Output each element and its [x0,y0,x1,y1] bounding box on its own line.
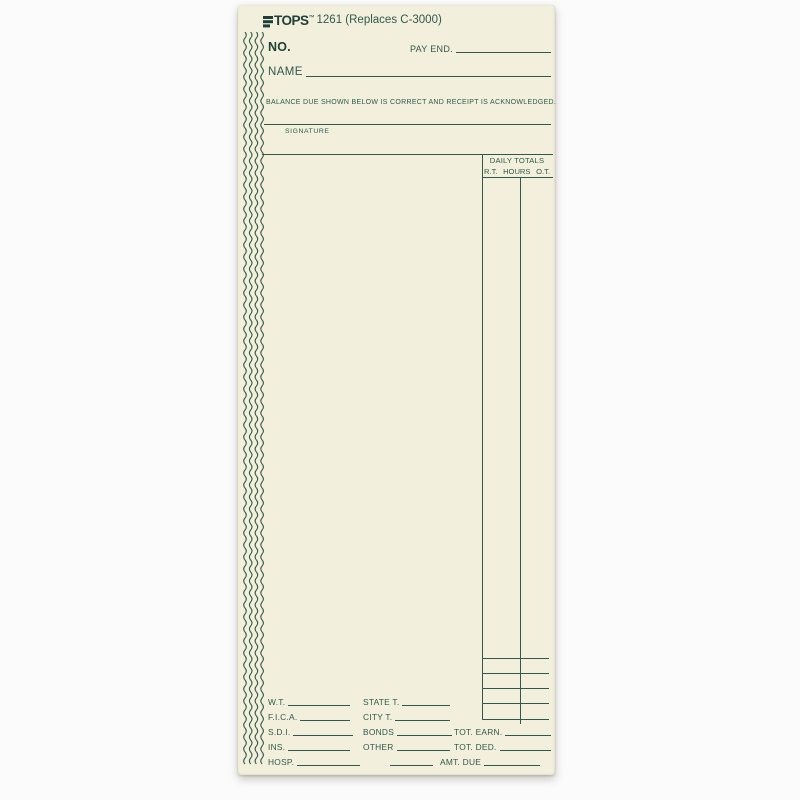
name-label: NAME [268,66,303,78]
hosp-label: HOSP. [268,757,295,767]
field-hosp [268,757,360,767]
blank-line [402,705,450,706]
field-fica [268,712,350,722]
bonds-label: BONDS [363,727,395,737]
blank-line [390,757,433,766]
sdi-label: S.D.I. [268,727,291,737]
daily-totals-left-vline [482,154,483,720]
no-label: NO. [268,40,291,54]
blank-line [397,750,450,751]
field-tot-earn [454,727,551,737]
ins-label: INS. [268,742,286,752]
city-t-label: CITY T. [363,712,393,722]
blank-line [397,735,452,736]
signature-line [264,124,551,125]
field-tot-ded [454,742,551,752]
field-ins [268,742,350,752]
brand-name: TOPS [274,13,309,28]
blank-line [288,750,350,751]
blank-line [505,735,551,736]
daily-totals-title: DAILY TOTALS [489,156,545,165]
field-other [363,742,450,752]
field-bonds [363,727,452,737]
blank-line [300,720,350,721]
tops-logo-icon [263,15,273,33]
time-card [238,5,555,775]
signature-label: SIGNATURE [285,128,330,135]
fica-label: F.I.C.A. [268,712,298,722]
field-state-t [363,697,450,707]
blank-line [288,705,350,706]
other-label: OTHER [363,742,394,752]
tot-ded-label: TOT. DED. [454,742,497,752]
blank-line [484,765,540,766]
daily-totals-column-rt: R.T. [484,166,498,176]
brand-row [263,13,442,33]
field-amt-due [440,757,540,767]
pay-end-blank-line [456,52,551,53]
blank-line [395,720,450,721]
blank-line [293,735,353,736]
name-field [268,66,551,78]
daily-totals-middle-vline [520,177,521,724]
daily-totals-row-line [482,673,549,674]
trademark-symbol: ™ [308,15,315,21]
daily-totals-header-rule [482,177,553,178]
daily-totals-row-line [482,658,549,659]
section-divider [262,154,553,155]
blank-line [297,765,360,766]
blank-line [500,750,551,751]
daily-totals-column-hours: HOURS [503,166,531,176]
daily-totals-column-headers [482,167,552,176]
daily-totals-column-ot: O.T. [536,166,550,176]
form-number: 1261 (Replaces C-3000) [316,14,442,26]
daily-totals-row-line [482,703,549,704]
amt-due-label: AMT. DUE [440,757,482,767]
pay-end-field [410,44,551,54]
daily-totals-row-line [482,688,549,689]
field-city-t [363,712,450,722]
wavy-edge-icon [242,32,268,766]
field-sdi [268,727,353,737]
field-wt [268,697,350,707]
balance-statement: BALANCE DUE SHOWN BELOW IS CORRECT AND RECEIPT IS ACKNOWLEDGED. [266,99,557,106]
daily-totals-row-line [482,719,549,720]
wt-label: W.T. [268,697,286,707]
pay-end-label: PAY END. [410,44,453,54]
tot-earn-label: TOT. EARN. [454,727,503,737]
name-blank-line [306,76,551,77]
state-t-label: STATE T. [363,697,400,707]
